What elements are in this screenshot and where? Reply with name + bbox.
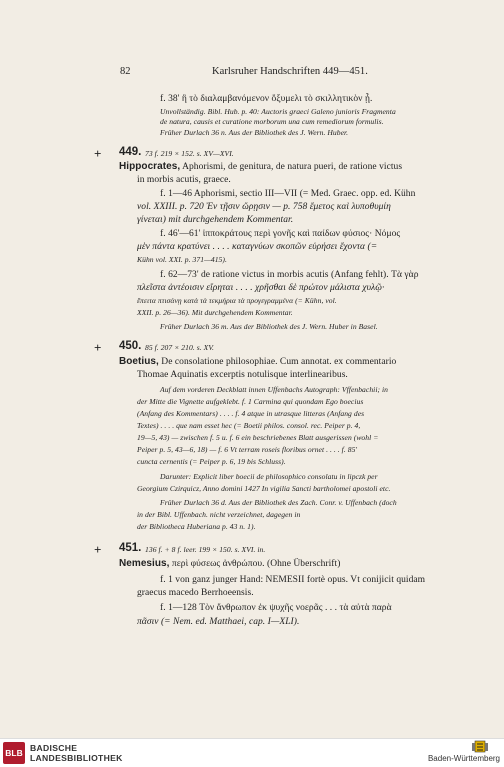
library-name-line2: LANDESBIBLIOTHEK (30, 753, 123, 763)
entry-body-line: Darunter: Explicit liber boecii de philosophico consolatu in lipczk per (160, 472, 378, 481)
entry-body-line: Georgium Czirquicz, Anno domini 1427 In vigilia Sancti bartholomei apostoli etc. (137, 484, 391, 493)
entry-body-line: cuncta cernentis (= Peiper p. 6, 19 bis Schluss). (137, 457, 286, 466)
entry-title (119, 161, 402, 173)
entry-title-text: περὶ φύσεως ἀνθρώπου. (Ohne Überschrift) (171, 559, 341, 569)
entry-body-line: 19—5, 43) — zwischen f. 5 u. f. 6 ein beschriebenes Blatt ausgerissen (wohl = (137, 433, 379, 442)
entry-title-cont: Thomae Aquinatis excerptis notulisque interlinearibus. (137, 370, 348, 380)
entry-provenance: Früher Durlach 36 d. Aus der Bibliothek des Zach. Conr. v. Uffenbach (doch (160, 498, 397, 507)
region-label: Baden-Württemberg (427, 754, 500, 763)
entry-marker: + (94, 542, 102, 557)
top-entry-note: Unvollständig. Bibl. Hub. p. 40: Auctoris graeci Galeno junioris Fragmenta (160, 107, 396, 116)
entry-marker: + (94, 146, 102, 161)
entry-number: 451. (119, 542, 142, 554)
entry-number: 449. (119, 146, 142, 158)
entry-body-line: vol. XXIII. p. 720 Ἐν τῇσιν ὥρῃσιν — p. 758 ἔμετος καὶ λυποθυμίη (137, 202, 391, 212)
entry-body-line: γίνεται) mit durchgehendem Kommentar. (137, 215, 294, 225)
entry-body-line: XXII. p. 26—36). Mit durchgehendem Kommentar. (137, 308, 293, 317)
entry-meta: 73 f. 219 × 152. s. XV—XVI. (145, 149, 234, 158)
blb-logo[interactable]: BLB (3, 742, 25, 764)
page-number: 82 (120, 66, 131, 77)
entry-body-line: πᾶσιν (= Nem. ed. Matthaei, cap. I—XLI). (137, 617, 300, 627)
entry-body-line: Peiper p. 5, 43—6, 18) — f. 6 Vt terram roseis floribus ornet . . . . f. 85' (137, 445, 358, 454)
entry-provenance: in der Bibl. Uffenbach. nicht verzeichnet, dagegen in (137, 510, 301, 519)
state-crest-icon (472, 740, 488, 753)
entry-body-line: f. 62—73' de ratione victus in morbis acutis (Anfang fehlt). Τὰ γὰρ (160, 270, 419, 280)
entry-author: Hippocrates, (119, 161, 181, 172)
entry-author: Nemesius, (119, 558, 170, 569)
entry-title (119, 356, 396, 368)
entry-title (119, 558, 340, 570)
entry-author: Boetius, (119, 356, 159, 367)
entry-body-line: (Anfang des Kommentars) . . . . f. 4 atque in utrasque litteras (Anfang des (137, 409, 365, 418)
entry-body-line: f. 1 von ganz junger Hand: NEMESII fortè opus. Vt conijicit quidam (160, 575, 426, 585)
library-name-line1: BADISCHE (30, 743, 78, 753)
entry-body-line: ἔπειτα πτισάνῃ κατὰ τὰ τεκμήρια τὰ προγεγραμμένα (= Kühn, vol. (137, 296, 337, 305)
entry-body-line: Kühn vol. XXI. p. 371—415). (137, 255, 227, 264)
top-entry-note: de natura, causis et curatione morborum una cum remediorum formulis. (160, 117, 384, 126)
entry-number: 450. (119, 340, 142, 352)
entry-body-line: Textes) . . . . que nam esset hec (= Boetii philos. consol. rec. Peiper p. 4, (137, 421, 361, 430)
entry-meta: 136 f. + 8 f. leer. 199 × 150. s. XVI. in. (145, 545, 266, 554)
entry-body-line: f. 46'—61' ἱπποκράτους περὶ γονῆς καὶ παίδων φύσιος· Νόμος (160, 229, 401, 239)
entry-marker: + (94, 340, 102, 355)
entry-title-text: Aphorismi, de genitura, de natura pueri, de ratione victus (182, 162, 403, 172)
entry-meta: 85 f. 207 × 210. s. XV. (145, 343, 214, 352)
entry-body-line: f. 1—128 Τὸν ἄνθρωπον ἐκ ψυχῆς νοερᾶς . . . τὰ αὐτὰ παρὰ (160, 603, 392, 613)
entry-body-line: graecus macedo Berrhoeensis. (137, 588, 254, 598)
entry-body-line: πλεῖστα ἀντέοισιν εἴρηται . . . . χρῆσθαι δὲ πρώτον μάλιστα χυλῷ· (137, 283, 385, 293)
entry-title-text: De consolatione philosophiae. Cum annotat. ex commentario (161, 357, 397, 367)
entry-body-line: der Mitte die Vignette aufgeklebt. f. 1 Carmina qui quondam Ego boecius (137, 397, 364, 406)
entry-provenance: der Bibliotheca Huberiana p. 43 n. 1). (137, 522, 256, 531)
entry-body-line: f. 1—46 Aphorismi, sectio III—VII (= Med. Graec. opp. ed. Kühn (160, 189, 416, 199)
top-entry-line: f. 38' ἢ τὸ διαλαμβανόμενον ὄξυμελι τὸ σκιλλητικὸν ᾖ. (160, 94, 373, 104)
running-title: Karlsruher Handschriften 449—451. (212, 66, 368, 77)
library-footer (0, 738, 504, 767)
entry-provenance: Früher Durlach 36 m. Aus der Bibliothek des J. Wern. Huber in Basel. (160, 322, 378, 331)
entry-body-line: Auf dem vorderen Deckblatt innen Uffenbachs Autograph: Vffenbachii; in (160, 385, 389, 394)
entry-body-line: μὲν πάντα κρατύνει . . . . καταγνύων σκοπῶν εὑρήσει ἔχοντα (= (137, 242, 378, 252)
top-entry-provenance: Früher Durlach 36 n. Aus der Bibliothek des J. Wern. Huber. (160, 128, 349, 137)
entry-title-cont: in morbis acutis, graece. (137, 175, 231, 185)
